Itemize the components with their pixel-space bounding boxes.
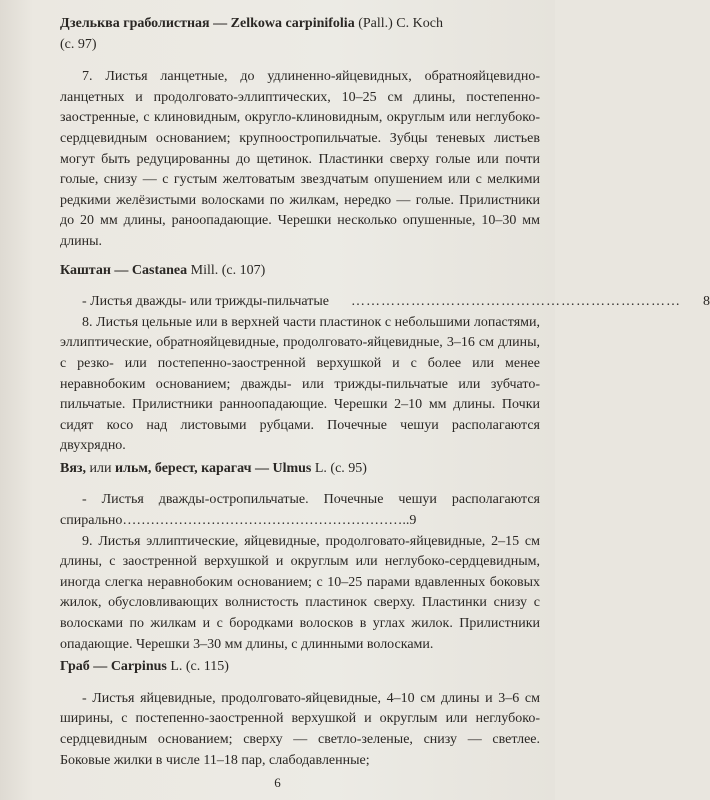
taxon-latin: Castanea (131, 262, 188, 278)
taxon-heading-ulmus (60, 459, 540, 480)
key-paragraph-9: 9. Листья эллиптические, яйцевидные, продолговато-яйцевидные, 2–15 см длины, с заостренной верхушкой и округлым или неглубоко-сердцевидным, иногда слегка неравнобоким основанием; с 10–25 парами вдавленных боковых жилок, обусловливающих волнистость пластинок сверху. Пластинки снизу с волосками по жилкам и с бородками волосков в углах жилок. Прилистники опадающие. Черешки 3–30 мм длины, с длинными волосками. (60, 533, 540, 652)
key-lead-number: 8 (702, 294, 710, 310)
taxon-latin: Carpinus (110, 659, 167, 675)
taxon-heading-castanea (60, 261, 540, 282)
taxon-author: L. (с. 115) (166, 659, 229, 675)
taxon-name: Дзельква граболистная — (60, 16, 228, 31)
page-content (60, 6, 710, 771)
taxon-latin: Ulmus (272, 460, 312, 476)
taxon-author: L. (с. 95) (311, 460, 367, 476)
taxon-name: Граб — (60, 659, 108, 675)
key-lead-text: - Листья дважды- или трижды-пильчатые (82, 294, 329, 310)
dot-leader: …………………………………………………….. (122, 513, 410, 529)
page-number: 6 (274, 775, 281, 790)
taxon-latin: Zelkowa carpinifolia (230, 16, 355, 31)
taxon-heading-zelkowa (60, 14, 540, 35)
key-paragraph-7: 7. Листья ланцетные, до удлиненно-яйцевидных, обратнояйцевидно-ланцетных и продолговато-эллиптических, 10–25 см длины, постепенно-заостренные, с клиновидным, округло-клиновидным, округлым или неглубоко-сердцевидным основанием; крупноостропильчатые. Зубцы теневых листьев могут быть редуцированны до щетинок. Пластинки сверху голые или почти голые, снизу — с густым желтоватым звездчатым опушением или с мелкими редкими желёзистыми волосками по жилкам, нередко — голые. Прилистники до 20 мм длины, раноопадающие. Черешки несколько опушенные, 10–30 мм длины. (60, 69, 540, 249)
taxon-heading-carpinus (60, 657, 540, 678)
taxon-author: Mill. (с. 107) (187, 262, 266, 278)
dot-leader: ………………………………………………………… (350, 294, 681, 310)
taxon-name: Каштан — (60, 262, 129, 278)
key-lead-text: - Листья дважды-остропильчатые. Почечные чешуи располагаются спирально (60, 492, 540, 529)
key-paragraph-10: - Листья яйцевидные, продолговато-яйцевидные, 4–10 см длины и 3–6 см ширины, с постепенно-заостренной верхушкой и округлым или неглубоко-сердцевидным основанием; сверху — светло-зеленые, снизу — светлее. Боковые жилки в числе 11–18 пар, слабодавленные; (60, 690, 540, 768)
taxon-name: Вяз, (60, 460, 87, 476)
key-lead-to-8 (60, 292, 710, 313)
key-lead-to-9 (60, 490, 540, 531)
taxon-name-alt: ильм, берест, карагач — (115, 460, 269, 476)
taxon-connector: или (86, 460, 116, 476)
taxon-page-ref: (с. 97) (60, 36, 97, 52)
key-lead-number: 9 (409, 513, 417, 529)
key-paragraph-8: 8. Листья цельные или в верхней части пластинок с небольшими лопастями, эллиптические, обратнояйцевидные, продолговато-яйцевидные, 3–16 см длины, с резко- или постепенно-заостренной верхушкой и с более или менее неравнобоким основанием; дважды- или трижды-пильчатые или зубчато-пильчатые. Прилистники ранноопадающие. Черешки 2–10 мм длины. Почки сидят косо над листовыми рубцами. Почечные чешуи располагаются двухрядно. (60, 314, 540, 454)
taxon-author: (Pall.) C. Koch (354, 16, 443, 31)
